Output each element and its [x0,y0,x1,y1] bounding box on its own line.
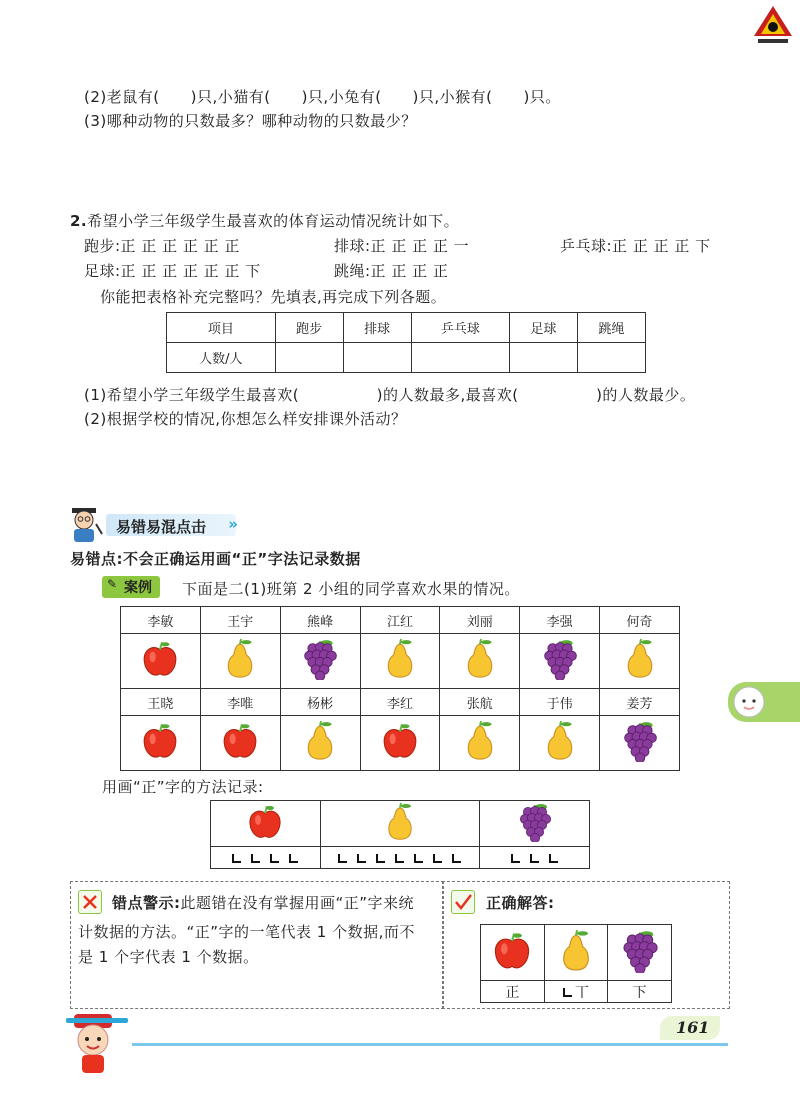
grape-icon [618,959,662,977]
tally-stroke-icon [376,854,385,863]
pear-icon [380,828,420,846]
section-banner [106,514,236,536]
publisher-logo [752,4,794,46]
student-fruit-cell [600,634,680,689]
tally-stroke-icon [414,854,423,863]
q2-title [70,210,459,231]
case-text: 下面是二(1)班第 2 小组的同学喜欢水果的情况。 [182,580,520,598]
record-tally-cell [320,847,479,869]
record-tally-row [211,847,590,869]
tally-stroke-icon [357,854,366,863]
record-grape-cell [480,801,590,847]
check-icon [451,890,475,914]
student-fruit-cell [520,716,600,771]
tally-stroke-icon [511,854,520,863]
pear-icon [554,959,598,977]
tally-stroke-icon [530,854,539,863]
error-point: 易错点:不会正确运用画“正”字法记录数据 [70,550,361,568]
student-fruit-cell [200,716,280,771]
answer-mark-apple: 正 [481,981,545,1003]
apple-icon [219,751,261,766]
pear-icon [619,669,661,684]
student-fruit-cell [280,634,360,689]
triangle-logo-icon [752,4,794,46]
student-name-cell: 熊峰 [280,607,360,634]
tally-stroke-icon [395,854,404,863]
student-fruit-cell [440,634,520,689]
student-fruit-row [121,634,680,689]
answer-mark-pear-text: 丅 [574,984,589,1001]
sports-table-count-row [167,343,646,373]
page-number-badge [660,1016,720,1040]
student-name-cell: 王宇 [200,607,280,634]
record-label: 用画“正”字的方法记录: [102,778,264,796]
grape-icon [619,751,661,766]
warning-line1 [112,892,414,913]
q2-title-text: 希望小学三年级学生最喜欢的体育运动情况统计如下。 [87,212,460,230]
student-fruit-cell [360,634,440,689]
tally-rope: 跳绳:正 正 正 正 [334,262,449,280]
q2-sub1: (1)希望小学三年级学生最喜欢( )的人数最多,最喜欢( )的人数最少。 [84,386,696,404]
tally-running: 跑步:正 正 正 正 正 正 [84,237,240,255]
student-name-cell: 王晓 [121,689,201,716]
q2-sub2: (2)根据学校的情况,你想怎么样安排课外活动？ [84,410,407,428]
apple-icon [139,751,181,766]
student-name-cell: 张航 [440,689,520,716]
answer-fruit-row [481,925,672,981]
sports-table [166,312,646,373]
grape-icon [539,669,581,684]
case-tag-label: 案例 [124,580,152,596]
grape-icon [299,669,341,684]
answer-table [480,924,672,1003]
tally-stroke-icon [270,854,279,863]
tally-stroke-icon [289,854,298,863]
pear-icon [539,751,581,766]
count-input-cell[interactable] [343,343,411,373]
tally-football: 足球:正 正 正 正 正 正 下 [84,262,261,280]
record-fruit-row [211,801,590,847]
student-name-cell: 李强 [520,607,600,634]
apple-icon [490,959,534,977]
section-banner-text: 易错易混点击 [116,518,207,536]
pencil-icon: ✎ [107,577,118,591]
sports-header-cell: 排球 [343,313,411,343]
student-name-cell: 姜芳 [600,689,680,716]
tally-pingpong: 乒乓球:正 正 正 正 下 [560,237,711,255]
sports-header-cell: 项目 [167,313,276,343]
sheep-icon [732,685,766,719]
q1-line2: (2)老鼠有( )只,小猫有( )只,小兔有( )只,小猴有( )只。 [84,88,561,106]
student-fruit-cell [121,634,201,689]
pear-icon [459,751,501,766]
record-tally-cell [211,847,321,869]
count-input-cell[interactable] [411,343,509,373]
answer-pear-cell [544,925,608,981]
cross-icon [78,890,102,914]
student-name-cell: 江红 [360,607,440,634]
tally-stroke-icon [338,854,347,863]
count-input-cell[interactable] [510,343,578,373]
pear-icon [459,669,501,684]
student-fruit-row [121,716,680,771]
tally-stroke-icon [251,854,260,863]
tally-stroke-icon [549,854,558,863]
sports-header-cell: 跳绳 [578,313,646,343]
pear-icon [219,669,261,684]
student-fruit-cell [360,716,440,771]
warning-line2: 计数据的方法。“正”字的一笔代表 1 个数据,而不 [78,923,415,941]
answer-mark-grape: 下 [608,981,672,1003]
answer-grape-cell [608,925,672,981]
count-input-cell[interactable] [275,343,343,373]
kid-mascot-icon [62,1010,132,1074]
page-number: 161 [676,1018,710,1037]
count-input-cell[interactable] [578,343,646,373]
apple-icon [379,751,421,766]
answer-mark-row [481,981,672,1003]
teacher-mascot-icon [68,504,104,544]
q1-line3: (3)哪种动物的只数最多？哪种动物的只数最少？ [84,112,417,130]
student-name-cell: 何奇 [600,607,680,634]
record-table [210,800,590,869]
side-tab [728,682,800,722]
student-fruit-cell [440,716,520,771]
warning-line3: 是 1 个字代表 1 个数据。 [78,948,259,966]
footer-line [132,1043,728,1046]
answer-apple-cell [481,925,545,981]
student-fruit-cell [520,634,600,689]
count-label-cell: 人数/人 [167,343,276,373]
student-name-row [121,689,680,716]
record-pear-cell [320,801,479,847]
student-name-cell: 杨彬 [280,689,360,716]
tally-volleyball: 排球:正 正 正 正 一 [334,237,470,255]
student-name-row [121,607,680,634]
sports-header-cell: 足球 [510,313,578,343]
student-name-cell: 李红 [360,689,440,716]
sports-table-header [167,313,646,343]
answer-mark-pear [544,981,608,1003]
grape-icon [515,828,555,846]
warning-title: 错点警示: [112,894,181,912]
warning-text1: 此题错在没有掌握用画“正”字来统 [180,894,415,912]
answer-title: 正确解答: [486,894,555,912]
teacher-mascot [68,504,104,544]
student-fruit-cell [200,634,280,689]
q2-instruction: 你能把表格补充完整吗？先填表,再完成下列各题。 [100,288,447,306]
student-name-cell: 刘丽 [440,607,520,634]
tally-stroke-icon [232,854,241,863]
tally-stroke-icon [433,854,442,863]
pear-icon [379,669,421,684]
case-tag [102,576,160,598]
pear-icon [299,751,341,766]
record-tally-cell [480,847,590,869]
student-name-cell: 于伟 [520,689,600,716]
apple-icon [139,669,181,684]
sports-header-cell: 跑步 [275,313,343,343]
student-fruit-cell [600,716,680,771]
q2-number: 2. [70,212,88,230]
tally-stroke-icon [452,854,461,863]
tally-stroke-icon [563,988,572,997]
chevron-right-icon: » [228,515,238,533]
student-name-cell: 李敏 [121,607,201,634]
student-fruit-cell [280,716,360,771]
student-name-cell: 李唯 [200,689,280,716]
student-fruit-cell [121,716,201,771]
sports-header-cell: 乒乓球 [411,313,509,343]
record-apple-cell [211,801,321,847]
kid-mascot [62,1010,132,1074]
fruit-preference-table [120,606,680,771]
apple-icon [245,828,285,846]
